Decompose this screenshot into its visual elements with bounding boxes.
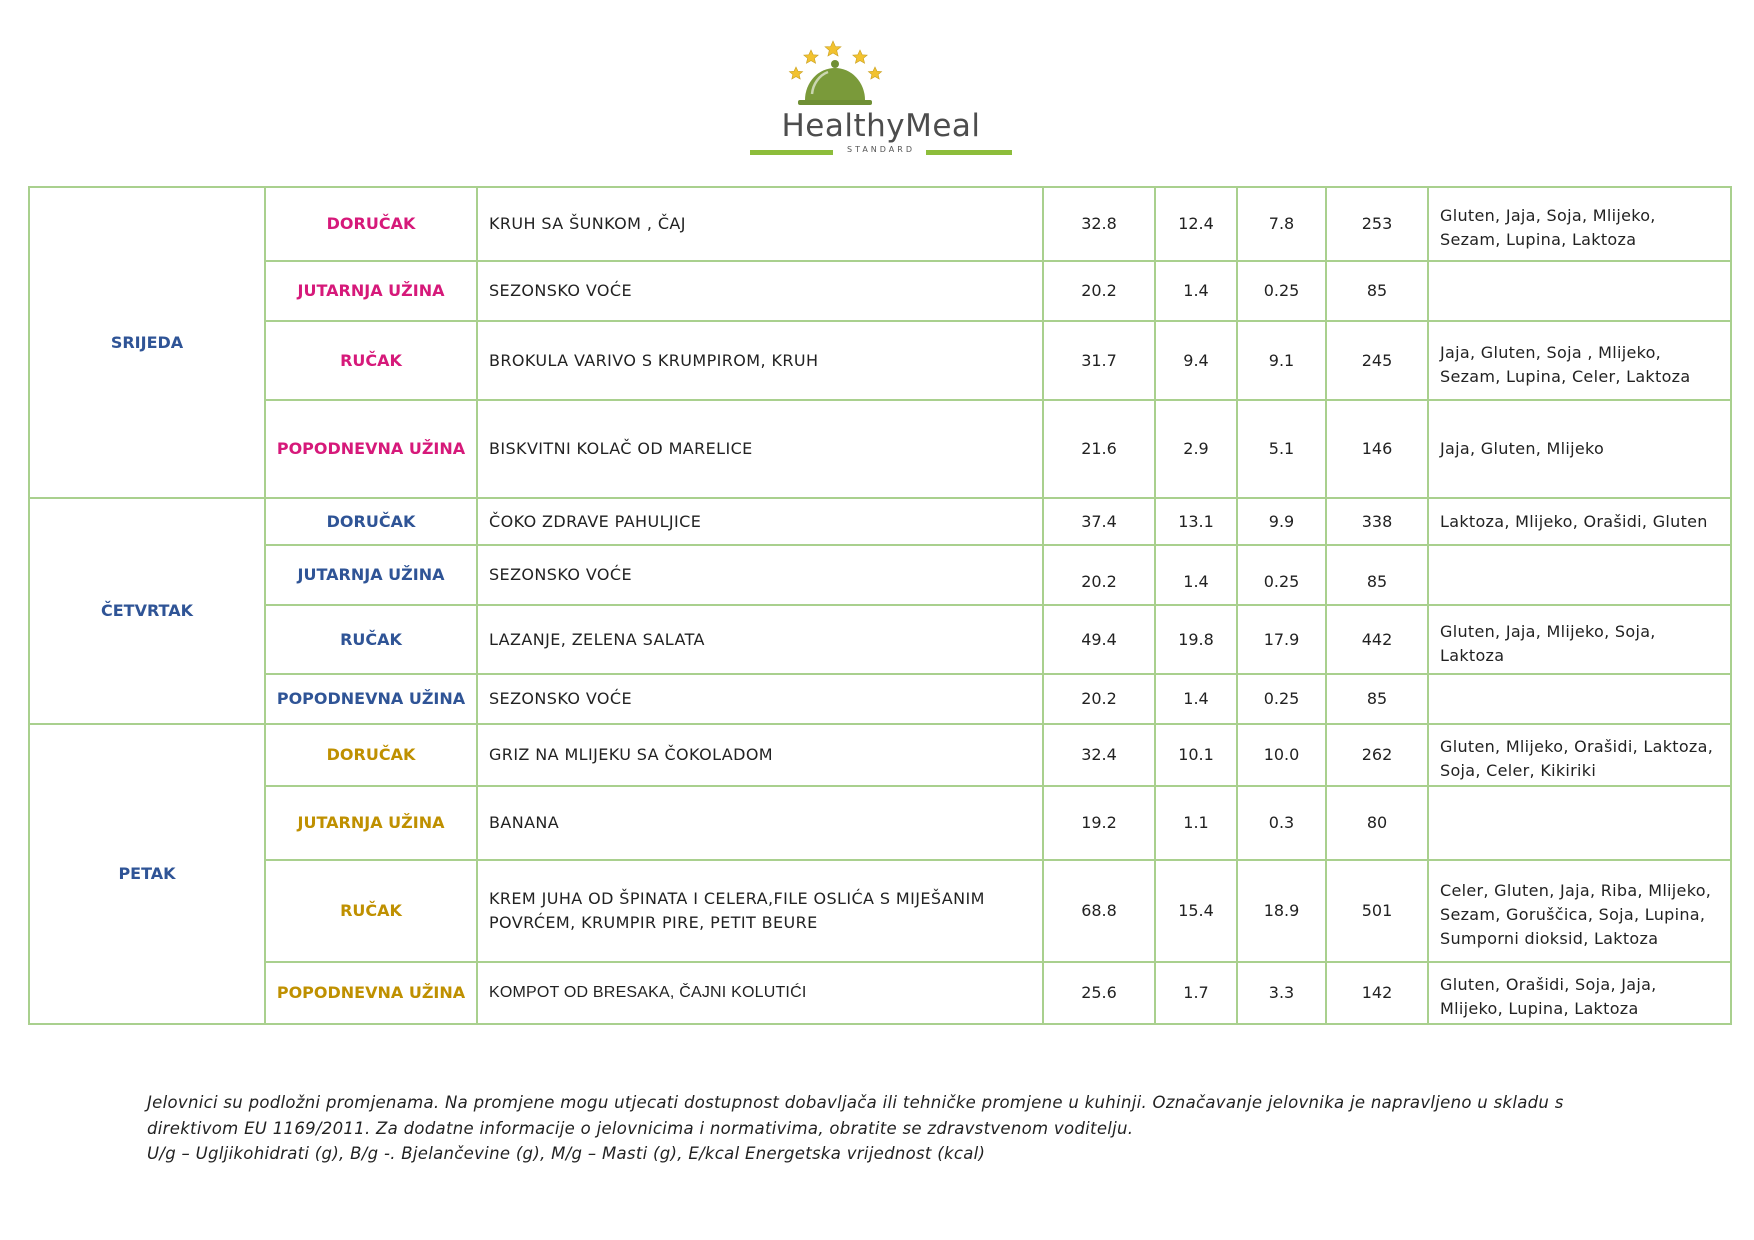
- fat-value: 0.25: [1237, 674, 1326, 724]
- star-icon: [789, 67, 802, 79]
- allergens: Celer, Gluten, Jaja, Riba, Mlijeko, Sezam, Goruščica, Soja, Lupina, Sumporni dioksid, Laktoza: [1428, 860, 1731, 962]
- dish-name: KRUH SA ŠUNKOM , ČAJ: [477, 187, 1043, 261]
- day-label-wednesday: SRIJEDA: [29, 187, 265, 498]
- fat-value: 3.3: [1237, 962, 1326, 1024]
- meal-label: POPODNEVNA UŽINA: [265, 400, 477, 498]
- energy-value: 142: [1326, 962, 1428, 1024]
- carbs-value: 32.8: [1043, 187, 1155, 261]
- table-row: [29, 187, 1731, 261]
- table-row: [29, 261, 1731, 321]
- dish-name: KOMPOT OD BRESAKA, ČAJNI KOLUTIĆI: [477, 962, 1043, 1024]
- brand-underline-right: [926, 150, 1012, 155]
- table-row: [29, 400, 1731, 498]
- protein-value: 1.4: [1155, 545, 1237, 605]
- meal-label: RUČAK: [265, 605, 477, 674]
- protein-value: 1.4: [1155, 261, 1237, 321]
- allergens: Gluten, Mlijeko, Orašidi, Laktoza, Soja, Celer, Kikiriki: [1428, 724, 1731, 786]
- meal-label: JUTARNJA UŽINA: [265, 545, 477, 605]
- day-label-thursday: ČETVRTAK: [29, 498, 265, 724]
- healthymeal-logo: [748, 30, 1014, 162]
- table-row: [29, 724, 1731, 786]
- meal-label: RUČAK: [265, 860, 477, 962]
- allergens: Gluten, Orašidi, Soja, Jaja, Mlijeko, Lupina, Laktoza: [1428, 962, 1731, 1024]
- allergens: [1428, 545, 1731, 605]
- table-row: [29, 321, 1731, 400]
- protein-value: 19.8: [1155, 605, 1237, 674]
- meal-label: POPODNEVNA UŽINA: [265, 674, 477, 724]
- table-row: [29, 962, 1731, 1024]
- meal-label: POPODNEVNA UŽINA: [265, 962, 477, 1024]
- dish-name: KREM JUHA OD ŠPINATA I CELERA,FILE OSLIĆA S MIJEŠANIM POVRĆEM, KRUMPIR PIRE, PETIT BEURE: [477, 860, 1043, 962]
- star-icon: [853, 50, 867, 63]
- dish-name: ČOKO ZDRAVE PAHULJICE: [477, 498, 1043, 545]
- energy-value: 501: [1326, 860, 1428, 962]
- dish-name: SEZONSKO VOĆE: [477, 674, 1043, 724]
- fat-value: 7.8: [1237, 187, 1326, 261]
- dish-name: BROKULA VARIVO S KRUMPIROM, KRUH: [477, 321, 1043, 400]
- energy-value: 262: [1326, 724, 1428, 786]
- carbs-value: 31.7: [1043, 321, 1155, 400]
- carbs-value: 25.6: [1043, 962, 1155, 1024]
- energy-value: 85: [1326, 545, 1428, 605]
- energy-value: 253: [1326, 187, 1428, 261]
- carbs-value: 68.8: [1043, 860, 1155, 962]
- table-row: [29, 674, 1731, 724]
- fat-value: 0.25: [1237, 545, 1326, 605]
- energy-value: 85: [1326, 261, 1428, 321]
- dish-name: BISKVITNI KOLAČ OD MARELICE: [477, 400, 1043, 498]
- protein-value: 9.4: [1155, 321, 1237, 400]
- day-label-friday: PETAK: [29, 724, 265, 1024]
- carbs-value: 49.4: [1043, 605, 1155, 674]
- table-row: [29, 786, 1731, 860]
- meal-label: RUČAK: [265, 321, 477, 400]
- carbs-value: 20.2: [1043, 545, 1155, 605]
- allergens: [1428, 786, 1731, 860]
- footer-legend: U/g – Ugljikohidrati (g), B/g -. Bjelančevine (g), M/g – Masti (g), E/kcal Energetska vrijednost (kcal): [147, 1144, 986, 1163]
- protein-value: 10.1: [1155, 724, 1237, 786]
- protein-value: 1.4: [1155, 674, 1237, 724]
- meal-label: DORUČAK: [265, 498, 477, 545]
- dish-name: LAZANJE, ZELENA SALATA: [477, 605, 1043, 674]
- menu-table: [28, 186, 1732, 1025]
- protein-value: 1.7: [1155, 962, 1237, 1024]
- energy-value: 245: [1326, 321, 1428, 400]
- carbs-value: 20.2: [1043, 674, 1155, 724]
- allergens: Gluten, Jaja, Mlijeko, Soja, Laktoza: [1428, 605, 1731, 674]
- energy-value: 80: [1326, 786, 1428, 860]
- fat-value: 9.9: [1237, 498, 1326, 545]
- protein-value: 12.4: [1155, 187, 1237, 261]
- allergens: [1428, 674, 1731, 724]
- table-row: [29, 545, 1731, 605]
- allergens: Gluten, Jaja, Soja, Mlijeko, Sezam, Lupina, Laktoza: [1428, 187, 1731, 261]
- footer-notes: [147, 1090, 1567, 1167]
- carbs-value: 21.6: [1043, 400, 1155, 498]
- fat-value: 10.0: [1237, 724, 1326, 786]
- star-icon: [825, 41, 841, 56]
- dish-name: GRIZ NA MLIJEKU SA ČOKOLADOM: [477, 724, 1043, 786]
- fat-value: 5.1: [1237, 400, 1326, 498]
- fat-value: 17.9: [1237, 605, 1326, 674]
- energy-value: 442: [1326, 605, 1428, 674]
- allergens: Jaja, Gluten, Soja , Mlijeko, Sezam, Lupina, Celer, Laktoza: [1428, 321, 1731, 400]
- carbs-value: 19.2: [1043, 786, 1155, 860]
- energy-value: 146: [1326, 400, 1428, 498]
- carbs-value: 32.4: [1043, 724, 1155, 786]
- protein-value: 2.9: [1155, 400, 1237, 498]
- meal-label: JUTARNJA UŽINA: [265, 261, 477, 321]
- allergens: Laktoza, Mlijeko, Orašidi, Gluten: [1428, 498, 1731, 545]
- carbs-value: 37.4: [1043, 498, 1155, 545]
- protein-value: 13.1: [1155, 498, 1237, 545]
- meal-label: JUTARNJA UŽINA: [265, 786, 477, 860]
- brand-name: HealthyMeal: [781, 108, 981, 144]
- brand-tagline: STANDARD: [846, 145, 915, 154]
- allergens: Jaja, Gluten, Mlijeko: [1428, 400, 1731, 498]
- energy-value: 85: [1326, 674, 1428, 724]
- carbs-value: 20.2: [1043, 261, 1155, 321]
- table-row: [29, 605, 1731, 674]
- protein-value: 15.4: [1155, 860, 1237, 962]
- fat-value: 0.25: [1237, 261, 1326, 321]
- meal-label: DORUČAK: [265, 187, 477, 261]
- dish-name: BANANA: [477, 786, 1043, 860]
- table-row: [29, 860, 1731, 962]
- protein-value: 1.1: [1155, 786, 1237, 860]
- allergens: [1428, 261, 1731, 321]
- dish-name: SEZONSKO VOĆE: [477, 545, 1043, 605]
- fat-value: 9.1: [1237, 321, 1326, 400]
- footer-disclaimer: Jelovnici su podložni promjenama. Na promjene mogu utjecati dostupnost dobavljača ili tehničke promjene u kuhinji. Označavanje jelovnika je napravljeno u skladu s direktivom EU 1169/2011. Za dodatne informacije o jelovnicima i normativima, obratite se zdravstvenom voditelju.: [147, 1093, 1564, 1138]
- meal-label: DORUČAK: [265, 724, 477, 786]
- dish-name: SEZONSKO VOĆE: [477, 261, 1043, 321]
- table-row: [29, 498, 1731, 545]
- star-icon: [804, 50, 818, 63]
- star-icon: [868, 67, 881, 79]
- energy-value: 338: [1326, 498, 1428, 545]
- fat-value: 0.3: [1237, 786, 1326, 860]
- fat-value: 18.9: [1237, 860, 1326, 962]
